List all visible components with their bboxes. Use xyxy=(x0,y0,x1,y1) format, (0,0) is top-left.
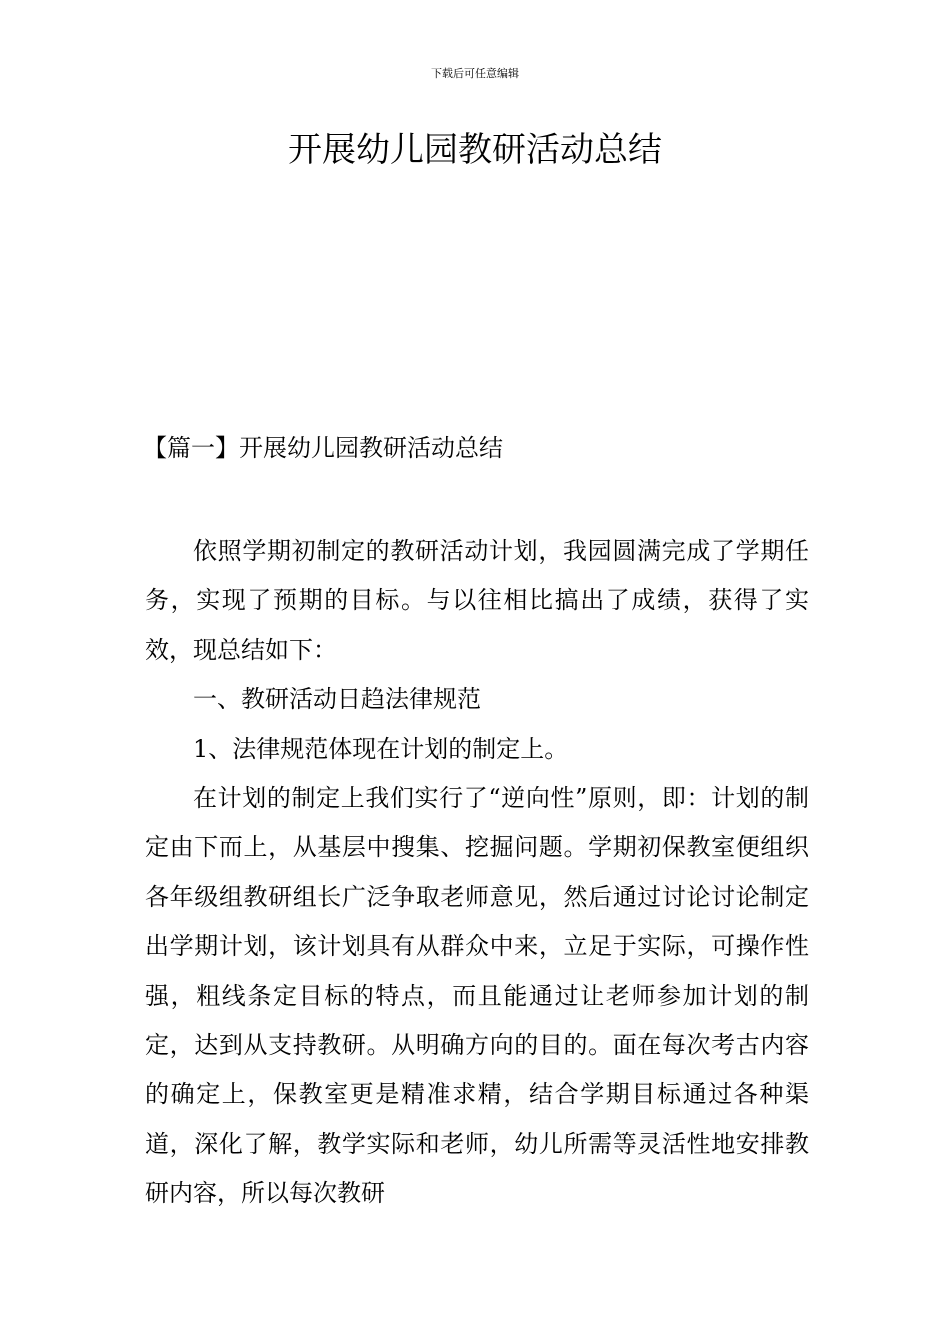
paragraph-plan-details: 在计划的制定上我们实行了“逆向性”原则，即：计划的制定由下而上，从基层中搜集、挖掘问题。学期初保教室便组织各年级组教研组长广泛争取老师意见，然后通过讨论讨论制定出学期计划，该计划具有从群众中来，立足于实际，可操作性强，粗线条定目标的特点，而且能通过让老师参加计划的制定，达到从支持教研。从明确方向的目的。面在每次考古内容的确定上，保教室更是精准求精，结合学期目标通过各种渠道，深化了解，教学实际和老师，幼儿所需等灵活性地安排教研内容，所以每次教研 xyxy=(145,784,809,1208)
paragraph-heading-1: 一、教研活动日趋法律规范 xyxy=(193,685,481,714)
paragraph-intro: 依照学期初制定的教研活动计划，我园圆满完成了学期任务，实现了预期的目标。与以往相比搞出了成绩，获得了实效，现总结如下： xyxy=(145,537,809,664)
document-body xyxy=(145,527,809,1219)
page-header-note: 下载后可任意编辑 xyxy=(431,67,519,80)
document-title: 开展幼儿园教研活动总结 xyxy=(288,130,662,170)
section-title: 【篇一】开展幼儿园教研活动总结 xyxy=(143,434,503,462)
paragraph-subheading-1: 1、法律规范体现在计划的制定上。 xyxy=(193,734,569,763)
